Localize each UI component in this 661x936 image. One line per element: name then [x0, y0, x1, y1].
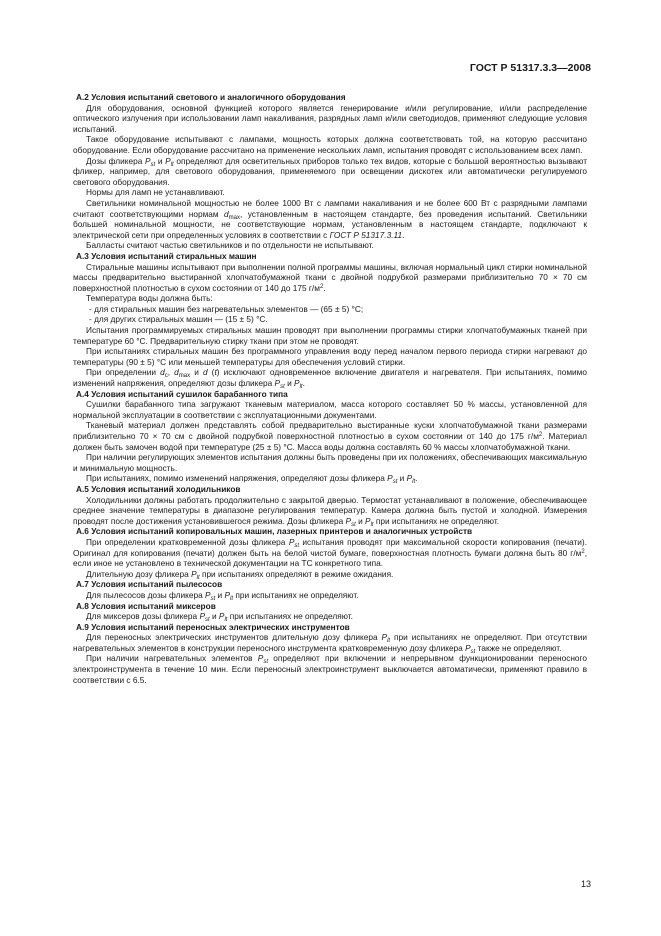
paragraph: Сушилки барабанного типа загружают тканевым материалом, масса которого составляет 50 % массы, установленной для нормальной эксплуатации в соответствии с эксплуатационными документами. — [73, 399, 587, 420]
paragraph: Холодильники должны работать продолжительно с закрытой дверью. Термостат устанавливают в положение, обеспечивающее среднее значение температуры в диапазоне регулирования температур. Камера должна быть пустой и холодной. Измерения проводят после достижения установившегося режима. Дозы фликера $P_{st}$ и $P_{lt}$ при испытаниях не определяют. — [73, 494, 587, 528]
paragraph: Длительную дозу фликера $P_{lt}$ при испытаниях определяют в режиме ожидания. — [86, 568, 394, 581]
paragraph: Испытания программируемых стиральных машин проводят при выполнении программы стирки хлопчатобумажных тканей при температуре 60 °С. Предварительную стирку ткани при этом не проводят. — [73, 325, 587, 346]
paragraph: При наличии нагревательных элементов $P_{st}$ определяют при включении и непрерывном функционировании переносного электроинструмента в течение 10 мин. Если переносный электроинструмент выключается автоматически, применяют правило в соответствии с 6.5. — [73, 653, 587, 685]
paragraph: Такое оборудование испытывают с лампами, мощность которых должна соответствовать той, на которую рассчитано оборудование. Если оборудование рассчитано на применение нескольких ламп, испытания проводят с использованием всех ламп. — [73, 134, 587, 155]
paragraph: При определении $d_c$, $d_{max}$ и d (t) исключают одновременное включение двигателя и нагревателя. При испытаниях, помимо изменений напряжения, определяют дозы фликера $P_{st}$ и $P_{lt}$. — [73, 367, 588, 391]
paragraph: Тканевый материал должен представлять собой предварительно выстиранные куски хлопчатобумажной ткани размерами приблизительно 70 × 70 см с двойной подрубкой поверхностной плотностью в сухом состоянии от 140 до 175 $г/м^2$. Материал должен быть замочен водой при температуре (25 ± 5) °С. Масса воды должна составлять 60 % массы хлопчатобумажной ткани. — [73, 420, 588, 452]
section-heading: А.9 Условия испытаний переносных электрических инструментов — [76, 621, 350, 632]
paragraph: Для оборудования, основной функцией которого является генерирование и/или регулирование, и/или распределение оптического излучения при использовании ламп накаливания, разрядных ламп и/или светодиодов, применяют следующие условия испытаний. — [73, 102, 587, 134]
section-heading: А.6 Условия испытаний копировальных машин, лазерных принтеров и аналогичных устройств — [76, 526, 473, 537]
standard-header: ГОСТ Р 51317.3.3—2008 — [469, 62, 591, 74]
section-heading: А.3 Условия испытаний стиральных машин — [76, 250, 257, 261]
paragraph: При испытаниях, помимо изменений напряжения, определяют дозы фликера $P_{st}$ и $P_{lt}$. — [86, 473, 418, 486]
paragraph: При испытаниях стиральных машин без программного управления воду перед началом первого периода стирки нагревают до температуры (90 ± 5) °С или меньшей температуры для обеспечения условий стирки. — [73, 346, 587, 367]
section-heading: А.5 Условия испытаний холодильников — [76, 483, 241, 494]
list-item: - для стиральных машин без нагревательных элементов — (65 ± 5) °С; — [89, 303, 364, 314]
document-body — [73, 92, 587, 685]
section-heading: А.8 Условия испытаний миксеров — [76, 600, 216, 611]
paragraph: Дозы фликера $P_{st}$ и $P_{lt}$ определяют для осветительных приборов только тех видов, которые с большой вероятностью вызывают фликер, например, для светового оборудования, применяемого при освещении дискотек или автоматически регулируемого светового оборудования. — [73, 155, 587, 187]
section-heading: А.7 Условия испытаний пылесосов — [76, 579, 223, 590]
section-heading: А.4 Условия испытаний сушилок барабанного типа — [76, 388, 288, 399]
paragraph: При определении кратковременной дозы фликера $P_{st}$ испытания проводят при максимальной скорости копирования (печати). Оригинал для копирования (печати) должен быть на белой чистой бумаге, поверхностная плотность бумаги должна быть 80 $г/м^2$, если иное не установлено в технической документации на ТС конкретного типа. — [73, 536, 588, 569]
paragraph: Для переносных электрических инструментов длительную дозу фликера $P_{lt}$ при испытаниях не определяют. При отсутствии нагревательных элементов в конструкции переносного инструмента кратковременную дозу фликера $P_{st}$ также не определяют. — [73, 632, 588, 655]
paragraph: Для миксеров дозы фликера $P_{st}$ и $P_{lt}$ при испытаниях не определяют. — [86, 611, 353, 624]
list-item: - для других стиральных машин — (15 ± 5) °С. — [89, 314, 268, 325]
paragraph: Балласты считают частью светильников и по отдельности не испытывают. — [86, 240, 374, 251]
paragraph: Температура воды должна быть: — [86, 293, 213, 304]
section-heading: А.2 Условия испытаний светового и аналогичного оборудования — [76, 92, 346, 102]
paragraph: Стиральные машины испытывают при выполнении полной программы машины, включая нормальный цикл стирки номинальной массы предварительно выстиранной хлопчатобумажной ткани с двойной подрубкой размерами приблизительно 70 × 70 см поверхностной плотностью в сухом состоянии от 140 до 175 $г/м^2$. — [73, 261, 587, 293]
page-number: 13 — [580, 879, 591, 889]
paragraph: Светильники номинальной мощностью не более 1000 Вт с лампами накаливания и не более 600 Вт с разрядными лампами считают соответствующими нормам $d_{max}$, установленным в настоящем стандарте, без проведения испытаний. Светильники большей номинальной мощности, не соответствующие нормам, установленным в настоящем стандарте, подключают к электрической сети при определенных условиях в соответствии с ГОСТ Р 51317.3.11. — [73, 197, 588, 240]
paragraph: Для пылесосов дозы фликера $P_{st}$ и $P_{lt}$ при испытаниях не определяют. — [86, 589, 359, 602]
paragraph: При наличии регулирующих элементов испытания должны быть проведены при их положениях, обеспечивающих максимальную и минимальную мощность. — [73, 452, 587, 473]
paragraph: Нормы для ламп не устанавливают. — [86, 187, 225, 198]
